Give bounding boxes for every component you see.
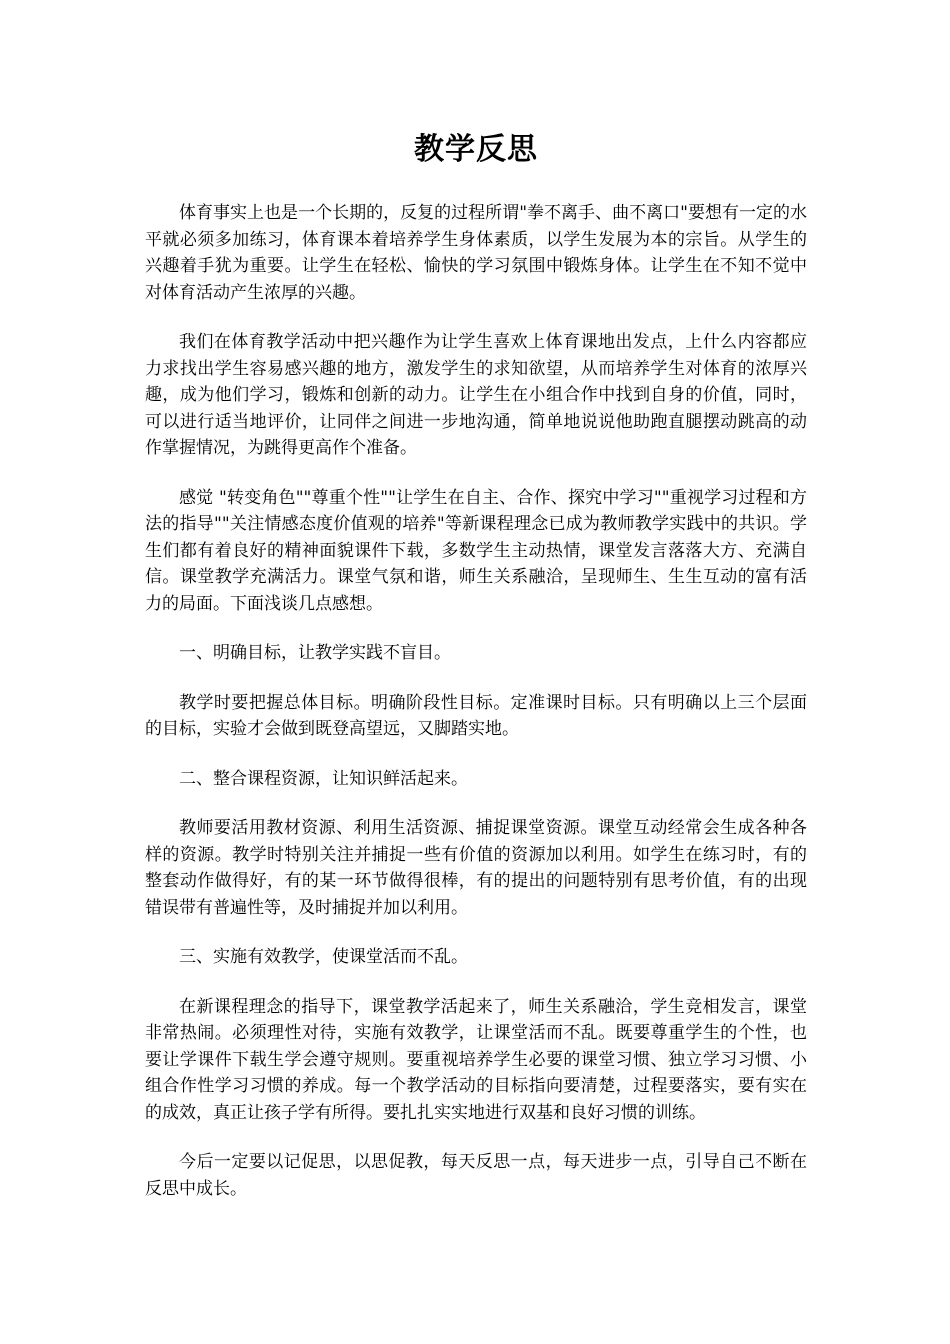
section-heading-2: 二、整合课程资源，让知识鲜活起来。 [179, 768, 468, 789]
paragraph-4: 教学时要把握总体目标。明确阶段性目标。定准课时目标。只有明确以上三个层面的目标，实验才会做到既登高望远，又脚踏实地。 [145, 692, 807, 739]
document-title: 教学反思 [414, 132, 538, 167]
paragraph-1: 体育事实上也是一个长期的，反复的过程所谓"拳不离手、曲不离口"要想有一定的水平就必须多加练习，体育课本着培养学生身体素质，以学生发展为本的宗旨。从学生的兴趣着手犹为重要。让学生在轻松、愉快的学习氛围中锻炼身体。让学生在不知不觉中对体育活动产生浓厚的兴趣。 [145, 203, 807, 303]
section-heading-3: 三、实施有效教学，使课堂活而不乱。 [179, 947, 468, 967]
paragraph-7: 今后一定要以记促思，以思促教，每天反思一点，每天进步一点，引导自己不断在反思中成长。 [145, 1152, 807, 1199]
paragraph-2: 我们在体育教学活动中把兴趣作为让学生喜欢上体育课地出发点，上什么内容都应力求找出学生容易感兴趣的地方，激发学生的求知欲望，从而培养学生对体育的浓厚兴趣，成为他们学习，锻炼和创新的动力。让学生在小组合作中找到自身的价值，同时，可以进行适当地评价，让同伴之间进一步地沟通，简单地说说他助跑直腿摆动跳高的动作掌握情况，为跳得更高作个准备。 [145, 332, 807, 458]
section-heading-1: 一、明确目标，让教学实践不盲目。 [179, 643, 451, 663]
paragraph-3: 感觉 "转变角色""尊重个性""让学生在自主、合作、探究中学习""重视学习过程和方法的指导""关注情感态度价值观的培养"等新课程理念已成为教师教学实践中的共识。学生们都有着良好的精神面貌课件下载，多数学生主动热情，课堂发言落落大方、充满自信。课堂教学充满活力。课堂气氛和谐，师生关系融洽，呈现师生、生生互动的富有活力的局面。下面浅谈几点感想。 [145, 487, 807, 614]
paragraph-6: 在新课程理念的指导下，课堂教学活起来了，师生关系融洽，学生竞相发言，课堂非常热闹。必须理性对待，实施有效教学，让课堂活而不乱。既要尊重学生的个性，也要让学课件下载生学会遵守规则。要重视培养学生必要的课堂习惯、独立学习习惯、小组合作性学习习惯的养成。每一个教学活动的目标指向要清楚，过程要落实，要有实在的成效，真正让孩子学有所得。要扎扎实实地进行双基和良好习惯的训练。 [145, 996, 807, 1123]
paragraph-5: 教师要活用教材资源、利用生活资源、捕捉课堂资源。课堂互动经常会生成各种各样的资源。教学时特别关注并捕捉一些有价值的资源加以利用。如学生在练习时，有的整套动作做得好，有的某一环节做得很棒，有的提出的问题特别有思考价值，有的出现错误带有普遍性等，及时捕捉并加以利用。 [145, 818, 807, 918]
document-page [145, 128, 807, 1225]
